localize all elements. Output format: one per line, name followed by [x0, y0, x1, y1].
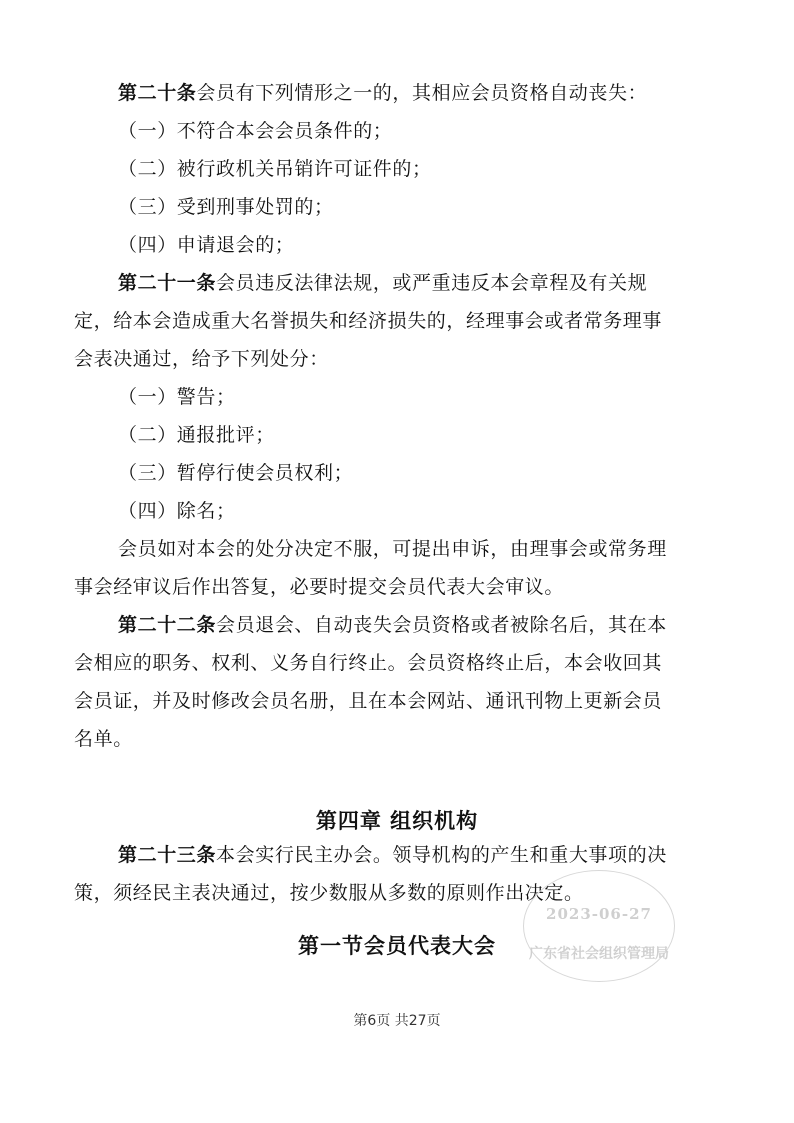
article-22-line-4: 名单。	[74, 728, 133, 750]
article-20-text: 会员有下列情形之一的，其相应会员资格自动丧失：	[196, 82, 648, 104]
article-23-line-1: 本会实行民主办会。领导机构的产生和重大事项的决	[216, 844, 667, 866]
article-22-line-3: 会员证，并及时修改会员名册，且在本会网站、通讯刊物上更新会员	[74, 690, 663, 712]
article-22-line-1: 会员退会、自动丧失会员资格或者被除名后，其在本	[216, 614, 667, 636]
chapter-4-title: 第四章 组织机构	[315, 809, 479, 833]
article-21-item-1: （一）警告；	[118, 386, 236, 408]
section-1-title: 第一节会员代表大会	[298, 934, 496, 958]
article-21-heading	[118, 270, 647, 296]
article-21-item-4: （四）除名；	[118, 500, 236, 522]
article-20-item-2: （二）被行政机关吊销许可证件的；	[118, 158, 432, 180]
article-23-label: 第二十三条	[118, 844, 217, 866]
article-21-line-1: 会员违反法律法规，或严重违反本会章程及有关规	[216, 272, 648, 294]
article-21-line-2: 定，给本会造成重大名誉损失和经济损失的，经理事会或者常务理事	[74, 310, 663, 332]
article-21-label: 第二十一条	[118, 272, 217, 294]
article-21-appeal-line-1: 会员如对本会的处分决定不服，可提出申诉，由理事会或常务理	[118, 538, 667, 560]
article-20-item-1: （一）不符合本会会员条件的；	[118, 120, 393, 142]
article-20-item-3: （三）受到刑事处罚的；	[118, 196, 334, 218]
article-20-heading	[118, 80, 647, 106]
page-footer: 第6页 共27页	[353, 1013, 441, 1029]
article-23-line-2: 策，须经民主表决通过，按少数服从多数的原则作出决定。	[74, 882, 584, 904]
article-20-label: 第二十条	[118, 82, 197, 104]
article-22-line-2: 会相应的职务、权利、义务自行终止。会员资格终止后，本会收回其	[74, 652, 663, 674]
article-21-item-2: （二）通报批评；	[118, 424, 275, 446]
article-23-heading	[118, 842, 667, 868]
article-22-label: 第二十二条	[118, 614, 217, 636]
article-21-item-3: （三）暂停行使会员权利；	[118, 462, 354, 484]
stamp-organization: 广东省社会组织管理局	[529, 946, 669, 962]
stamp-date: 2023-06-27	[546, 905, 652, 923]
article-21-appeal-line-2: 事会经审议后作出答复，必要时提交会员代表大会审议。	[74, 576, 565, 598]
article-21-line-3: 会表决通过，给予下列处分：	[74, 348, 329, 370]
article-22-heading	[118, 612, 667, 638]
article-20-item-4: （四）申请退会的；	[118, 234, 295, 256]
